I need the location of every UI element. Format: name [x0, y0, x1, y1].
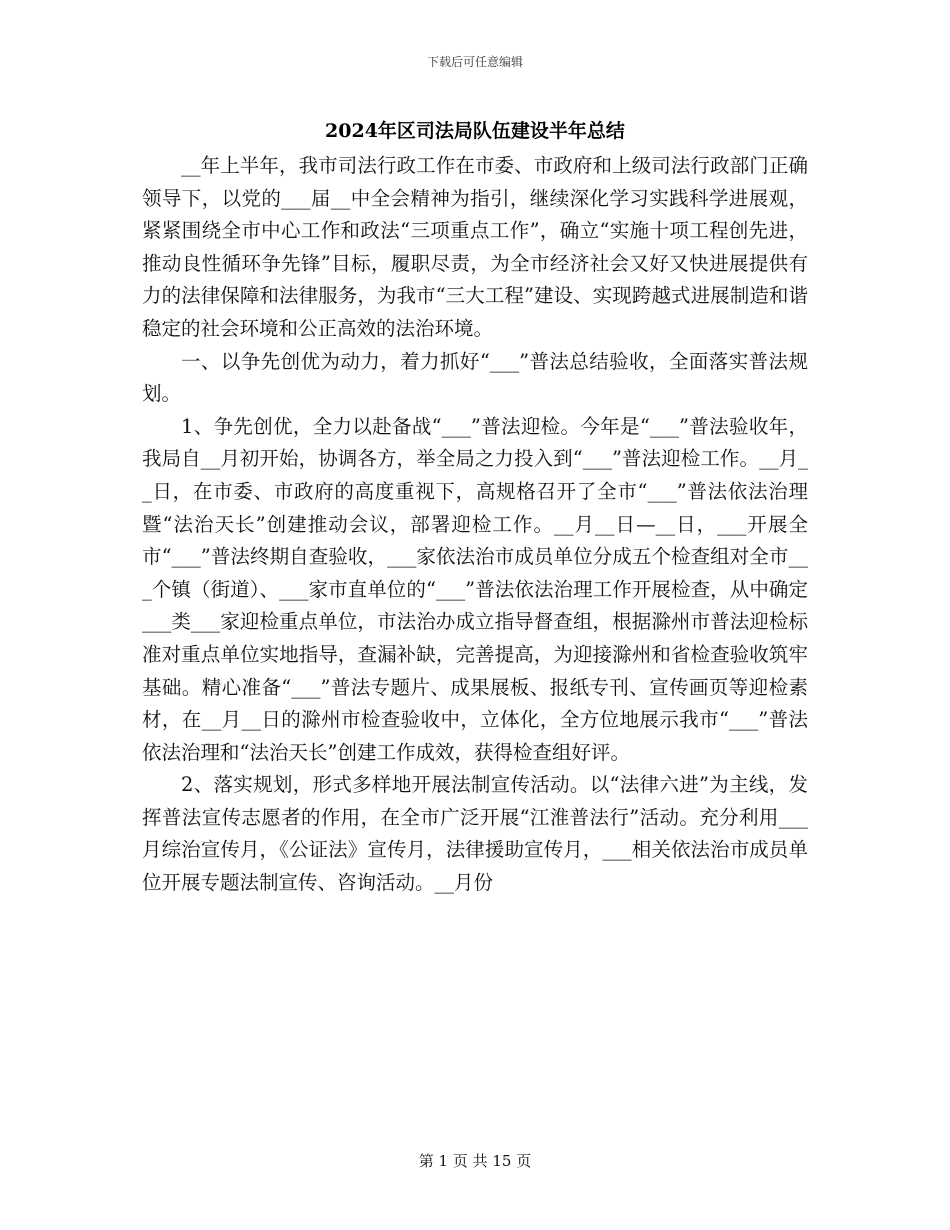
- paragraph-intro: __年上半年，我市司法行政工作在市委、市政府和上级司法行政部门正确领导下，以党的___届__中全会精神为指引，继续深化学习实践科学进展观，紧紧围绕全市中心工作和政法“三项重点工作”，确立“实施十项工程创先进，推动良性循环争先锋”目标，履职尽责，为全市经济社会又好又快进展提供有力的法律保障和法律服务，为我市“三大工程”建设、实现跨越式进展制造和谐稳定的社会环境和公正高效的法治环境。: [142, 154, 808, 340]
- page-number: 第 1 页 共 15 页: [418, 1152, 532, 1170]
- page-header-note: 下载后可任意编辑: [426, 55, 523, 69]
- document-body: [142, 150, 808, 900]
- paragraph-item-1: 1、争先创优，全力以赴备战“___”普法迎检。今年是“___”普法验收年，我局自__月初开始，协调各方，举全局之力投入到“___”普法迎检工作。__月__日，在市委、市政府的高度重视下，高规格召开了全市“___”普法依法治理暨“法治天长”创建推动会议，部署迎检工作。__月__日—__日，___开展全市“___”普法终期自查验收，___家依法治市成员单位分成五个检查组对全市___个镇（街道）、___家市直单位的“___”普法依法治理工作开展检查，从中确定___类___家迎检重点单位，市法治办成立指导督查组，根据滁州市普法迎检标准对重点单位实地指导，查漏补缺，完善提高，为迎接滁州和省检查验收筑牢基础。精心准备“___”普法专题片、成果展板、报纸专刊、宣传画页等迎检素材，在__月__日的滁州市检查验收中，立体化，全方位地展示我市“___”普法依法治理和“法治天长”创建工作成效，获得检查组好评。: [142, 414, 808, 764]
- paragraph-section-1-heading: 一、以争先创优为动力，着力抓好“___”普法总结验收，全面落实普法规划。: [142, 349, 808, 406]
- paragraph-item-2: 2、落实规划，形式多样地开展法制宣传活动。以“法律六进”为主线，发挥普法宣传志愿者的作用，在全市广泛开展“江淮普法行”活动。充分利用___月综治宣传月，《公证法》宣传月，法律援助宣传月，___相关依法治市成员单位开展专题法制宣传、咨询活动。__月份: [142, 773, 808, 895]
- document-title: 2024年区司法局队伍建设半年总结: [325, 120, 625, 142]
